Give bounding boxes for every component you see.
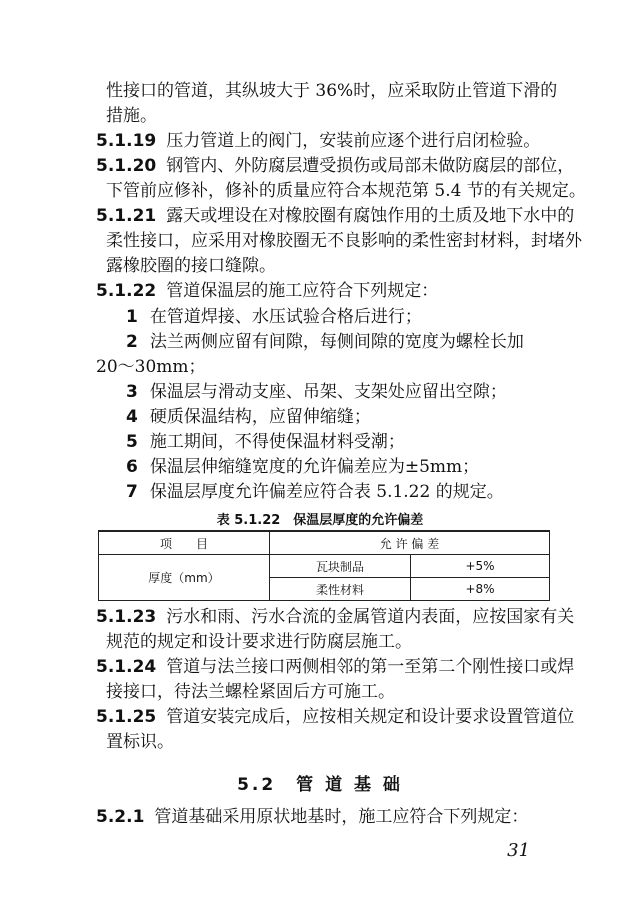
clause-number: 5.1.23 — [96, 607, 157, 627]
text-line — [96, 280, 552, 302]
clause-text: 管道基础采用原状地基时，施工应符合下列规定： — [154, 807, 529, 827]
clause-text: 置标识。 — [106, 732, 174, 752]
clause-number: 5.1.20 — [96, 156, 157, 176]
item-number: 4 — [126, 407, 138, 427]
text-line — [96, 806, 552, 828]
clause-text: 污水和雨、污水合流的金属管道内表面，应按国家有关 — [166, 607, 575, 627]
text-line — [96, 130, 552, 152]
clause-number: 5.1.19 — [96, 131, 157, 151]
item-number: 1 — [126, 307, 138, 327]
item-text: 施工期间，不得使保温材料受潮； — [149, 432, 405, 452]
table-caption: 表 5.1.22 保温层厚度的允许偏差 — [216, 513, 424, 528]
text-line — [96, 155, 575, 177]
item-text: 保温层与滑动支座、吊架、支架处应留出空隙； — [149, 382, 507, 402]
section-title: 5.2 管 道 基 础 — [237, 775, 403, 795]
value-cell: +8% — [411, 578, 550, 601]
clause-text: 管道保温层的施工应符合下列规定： — [166, 281, 439, 301]
clause-text: 露橡胶圈的接口缝隙。 — [106, 256, 276, 276]
item-text: 20～30mm； — [96, 357, 206, 377]
table-header-row — [99, 531, 550, 555]
material-cell: 柔性材料 — [270, 578, 411, 601]
clause-text: 柔性接口，应采用对橡胶圈无不良影响的柔性密封材料，封堵外 — [106, 231, 582, 251]
clause-text: 规范的规定和设计要求进行防腐层施工。 — [106, 632, 412, 652]
text-line — [96, 80, 558, 102]
item-text: 硬质保温结构，应留伸缩缝； — [149, 407, 371, 427]
clause-number: 5.1.25 — [96, 707, 157, 727]
clause-text: 下管前应修补，修补的质量应符合本规范第 5.4 节的有关规定。 — [106, 181, 586, 201]
list-item — [126, 381, 582, 403]
clause-text: 压力管道上的阀门，安装前应逐个进行启闭检验。 — [166, 131, 541, 151]
tolerance-table — [98, 530, 550, 601]
list-item — [126, 331, 582, 353]
text-line — [96, 205, 575, 227]
item-number: 2 — [126, 332, 138, 352]
clause-number: 5.1.22 — [96, 281, 157, 301]
text-line — [96, 706, 575, 728]
item-number: 6 — [126, 457, 138, 477]
table-row — [99, 555, 550, 578]
text-line — [96, 656, 575, 678]
item-text: 在管道焊接、水压试验合格后进行； — [149, 307, 422, 327]
list-item — [126, 306, 582, 328]
item-text: 保温层伸缩缝宽度的允许偏差应为±5mm； — [149, 457, 480, 477]
item-number: 7 — [126, 482, 138, 502]
header-item-cell: 项 目 — [99, 531, 270, 555]
clause-text: 措施。 — [106, 106, 157, 126]
clause-text: 接接口，待法兰螺栓紧固后方可施工。 — [106, 682, 395, 702]
clause-text: 管道与法兰接口两侧相邻的第一至第二个刚性接口或焊 — [166, 657, 575, 677]
text-line — [96, 180, 586, 202]
value-cell: +5% — [411, 555, 550, 578]
clause-number: 5.2.1 — [96, 807, 145, 827]
text-line — [96, 731, 552, 753]
list-item — [126, 406, 582, 428]
clause-text: 钢管内、外防腐层遭受损伤或局部未做防腐层的部位， — [166, 156, 575, 176]
text-line — [96, 105, 552, 127]
list-item — [126, 481, 582, 503]
item-number: 3 — [126, 382, 138, 402]
text-line — [96, 681, 552, 703]
text-line — [96, 255, 552, 277]
item-text: 保温层厚度允许偏差应符合表 5.1.22 的规定。 — [149, 482, 504, 502]
clause-text: 露天或埋设在对橡胶圈有腐蚀作用的土质及地下水中的 — [166, 206, 575, 226]
item-number: 5 — [126, 432, 138, 452]
text-line — [96, 631, 552, 653]
row-label-cell: 厚度（mm） — [99, 555, 270, 601]
text-line — [96, 606, 575, 628]
page-number: 31 — [507, 840, 530, 861]
item-text: 法兰两侧应留有间隙，每侧间隙的宽度为螺栓长加 — [149, 332, 524, 352]
list-item-continuation — [96, 356, 552, 378]
text-line — [96, 230, 582, 252]
clause-number: 5.1.24 — [96, 657, 157, 677]
clause-number: 5.1.21 — [96, 206, 157, 226]
list-item — [126, 431, 582, 453]
header-allow-cell: 允 许 偏 差 — [270, 531, 550, 555]
clause-text: 性接口的管道，其纵坡大于 36%时，应采取防止管道下滑的 — [106, 81, 558, 101]
list-item — [126, 456, 582, 478]
clause-text: 管道安装完成后，应按相关规定和设计要求设置管道位 — [166, 707, 575, 727]
material-cell: 瓦块制品 — [270, 555, 411, 578]
